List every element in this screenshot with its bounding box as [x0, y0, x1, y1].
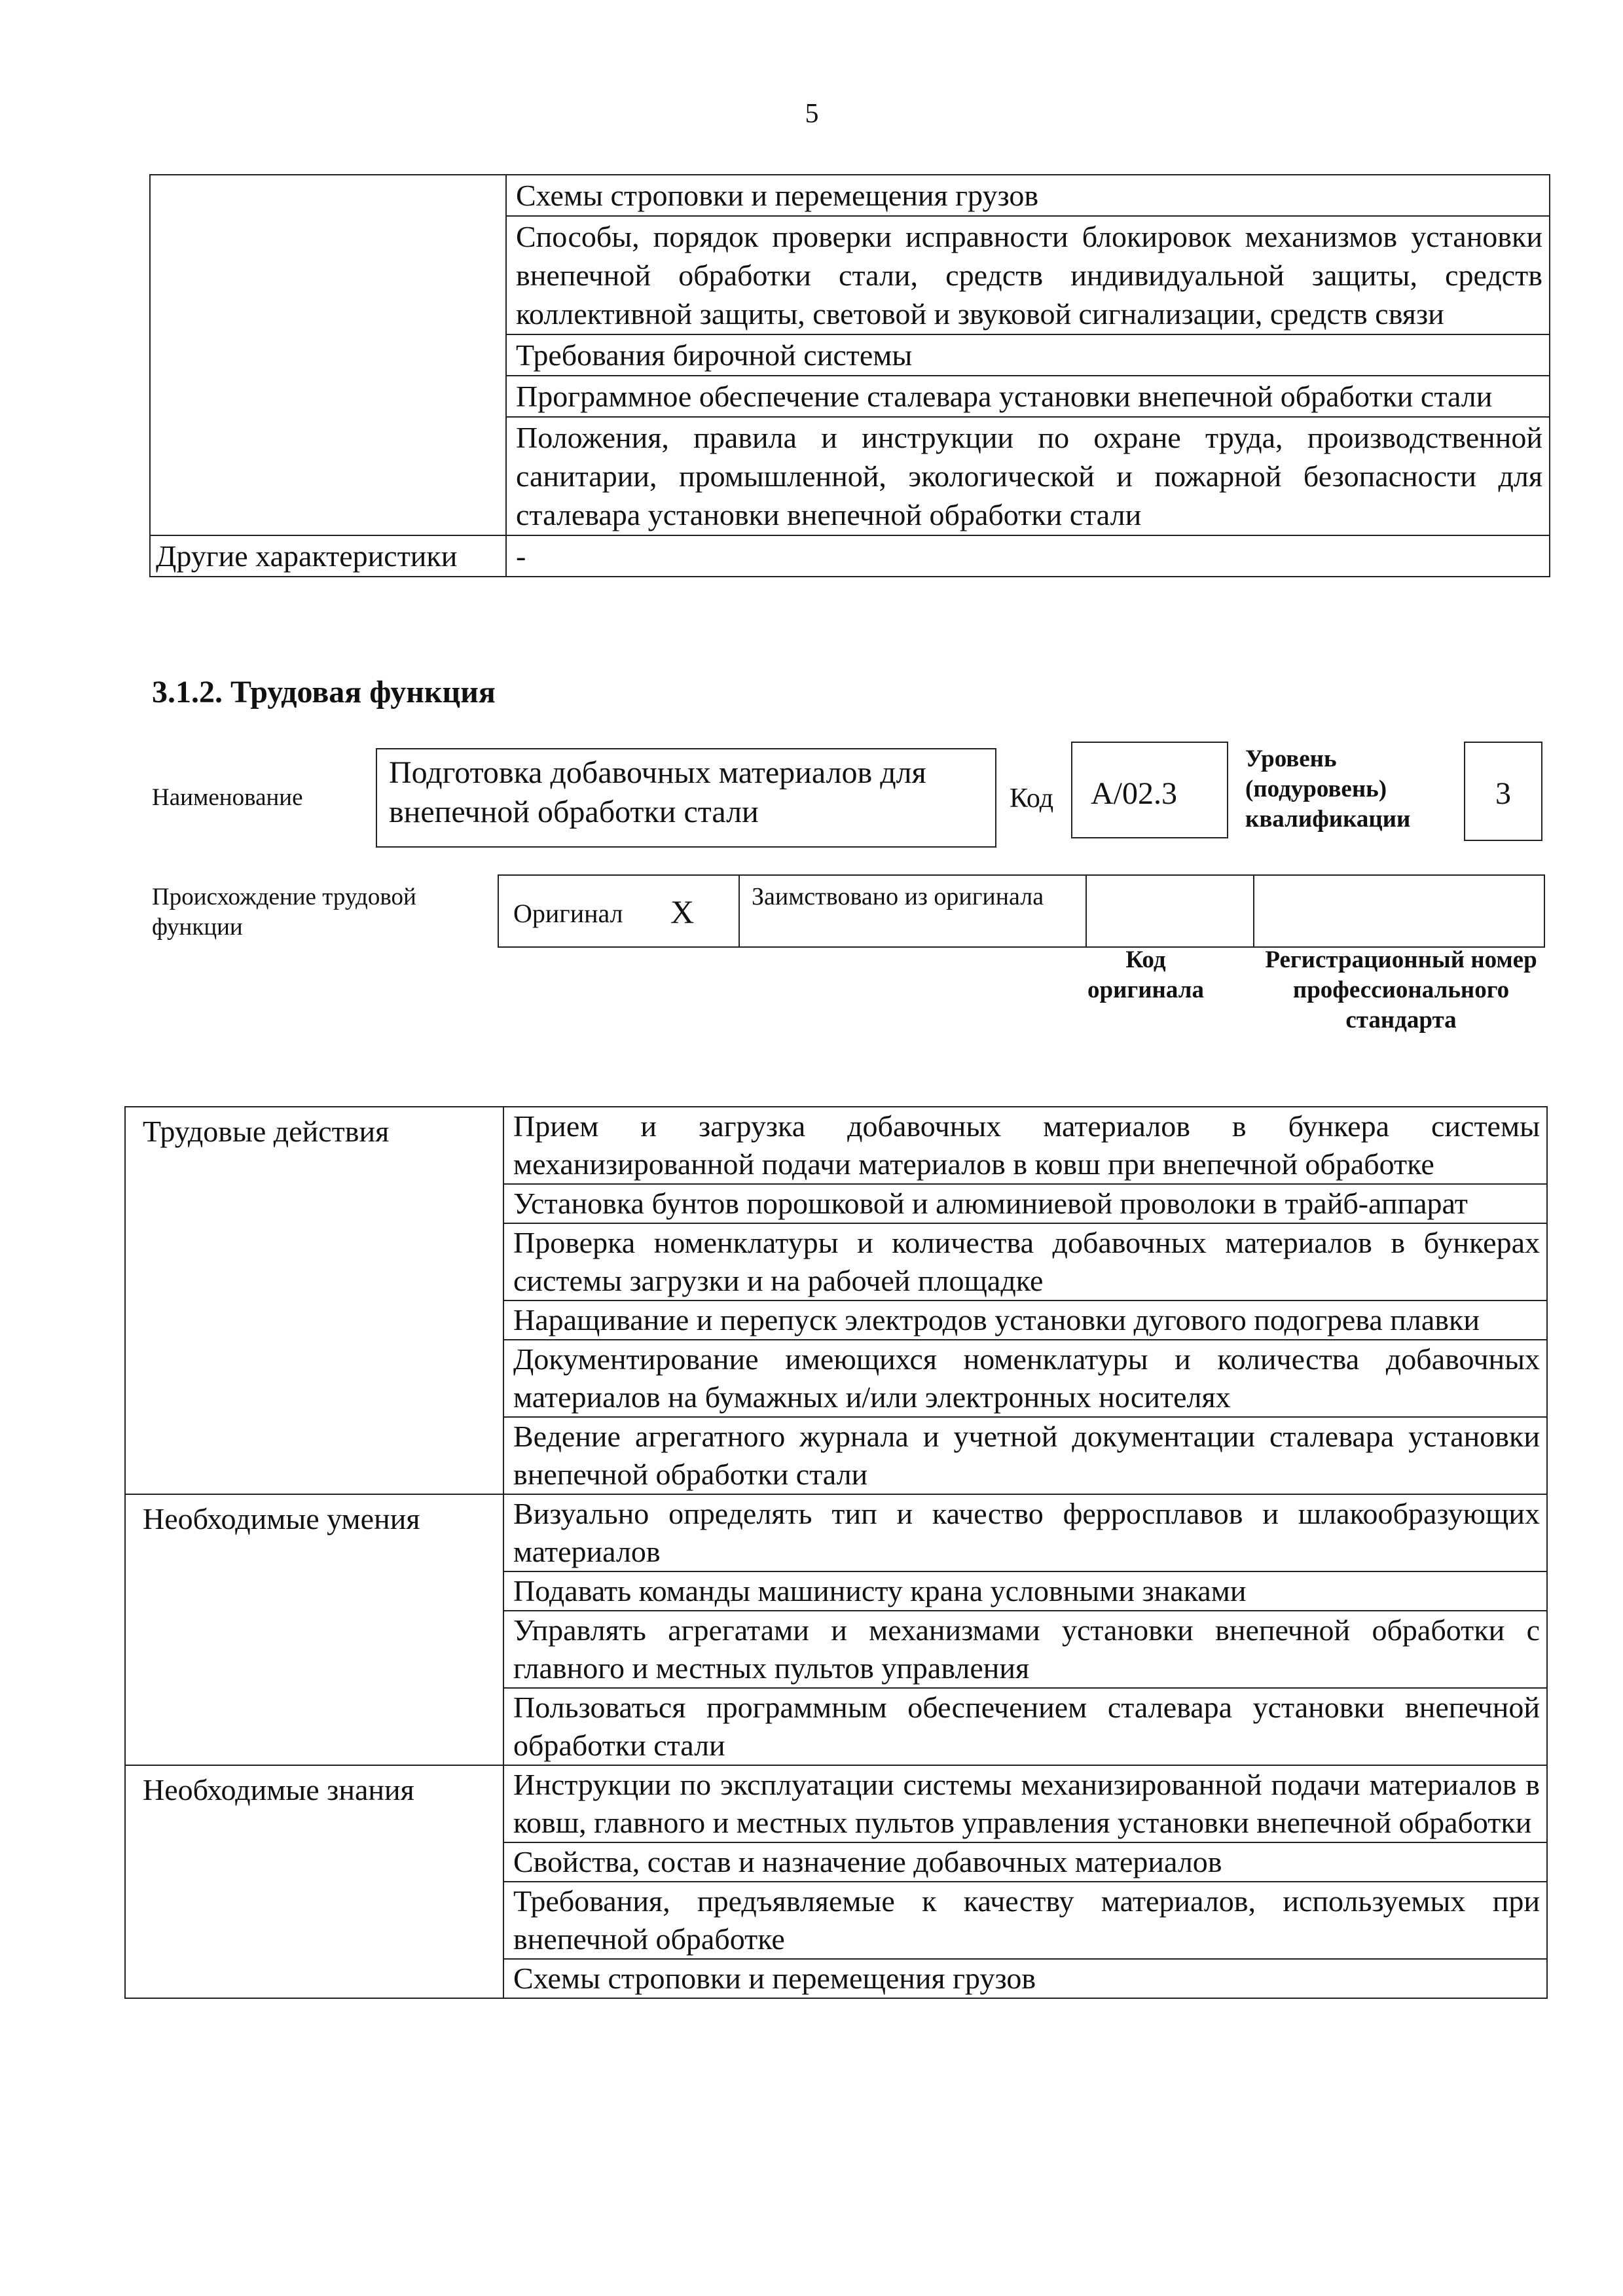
original-mark: X [670, 893, 695, 930]
table-row [125, 1107, 1547, 1184]
row-item: Положения, правила и инструкции по охране труда, производственной санитарии, промышленной, экологической и пожарной безопасности для сталевара установки внепечной обработки стали [506, 417, 1550, 535]
section-heading: 3.1.2. Трудовая функция [152, 675, 496, 709]
row-item: Подавать команды машинисту крана условными знаками [503, 1571, 1547, 1611]
row-label: Трудовые действия [125, 1107, 503, 1494]
qualification-level-label: Уровень (подуровень) квалификации [1245, 745, 1411, 833]
table-row [150, 535, 1550, 577]
row-item: Программное обеспечение сталевара установки внепечной обработки стали [506, 376, 1550, 417]
row-item: Наращивание и перепуск электродов установки дугового подогрева плавки [503, 1300, 1547, 1340]
table-row [125, 1765, 1547, 1842]
origin-label: Происхождение трудовой функции [152, 884, 416, 941]
original-label: Оригинал [513, 899, 623, 928]
borrowed-label: Заимствовано из оригинала [752, 883, 1044, 910]
origin-divider [1253, 876, 1254, 946]
table-row [125, 1494, 1547, 1571]
previous-requirements-table [149, 174, 1550, 577]
row-item: Документирование имеющихся номенклатуры и количества добавочных материалов на бумажных и/или электронных носителях [503, 1340, 1547, 1417]
row-item: Схемы строповки и перемещения грузов [503, 1959, 1547, 1998]
name-label: Наименование [152, 784, 303, 811]
row-item: Инструкции по эксплуатации системы механизированной подачи материалов в ковш, главного и местных пультов управления установки внепечной обработки [503, 1765, 1547, 1842]
labor-function-table [124, 1106, 1548, 1999]
row-item: - [506, 535, 1550, 577]
row-item: Пользоваться программным обеспечением сталевара установки внепечной обработки стали [503, 1688, 1547, 1765]
row-item: Проверка номенклатуры и количества добавочных материалов в бункерах системы загрузки и на рабочей площадке [503, 1223, 1547, 1300]
row-label [150, 175, 506, 535]
origin-box [498, 874, 1545, 948]
function-name-box: Подготовка добавочных материалов для внепечной обработки стали [376, 748, 996, 848]
row-item: Управлять агрегатами и механизмами установки внепечной обработки с главного и местных пультов управления [503, 1611, 1547, 1688]
row-item: Свойства, состав и назначение добавочных материалов [503, 1842, 1547, 1882]
registration-number-caption: Регистрационный номер профессионального стандарта [1265, 946, 1537, 1033]
table-row [150, 175, 1550, 216]
original-code-caption: Код оригинала [1087, 946, 1204, 1003]
row-item: Требования бирочной системы [506, 334, 1550, 376]
page-number: 5 [805, 99, 819, 129]
origin-divider [1085, 876, 1087, 946]
row-item: Требования, предъявляемые к качеству материалов, используемых при внепечной обработке [503, 1882, 1547, 1959]
row-item: Прием и загрузка добавочных материалов в бункера системы механизированной подачи материалов в ковш при внепечной обработке [503, 1107, 1547, 1184]
qualification-level-box: 3 [1464, 742, 1542, 841]
row-item: Ведение агрегатного журнала и учетной документации сталевара установки внепечной обработки стали [503, 1417, 1547, 1494]
row-item: Схемы строповки и перемещения грузов [506, 175, 1550, 216]
row-item: Визуально определять тип и качество ферросплавов и шлакообразующих материалов [503, 1494, 1547, 1571]
row-label: Необходимые умения [125, 1494, 503, 1765]
row-label: Необходимые знания [125, 1765, 503, 1998]
origin-divider [739, 876, 740, 946]
row-item: Установка бунтов порошковой и алюминиевой проволоки в трайб-аппарат [503, 1184, 1547, 1223]
row-label: Другие характеристики [150, 535, 506, 577]
function-code-box: А/02.3 [1071, 742, 1228, 838]
row-item: Способы, порядок проверки исправности блокировок механизмов установки внепечной обработки стали, средств индивидуальной защиты, средств коллективной защиты, световой и звуковой сигнализации, средств связи [506, 216, 1550, 334]
code-label: Код [1010, 783, 1054, 814]
